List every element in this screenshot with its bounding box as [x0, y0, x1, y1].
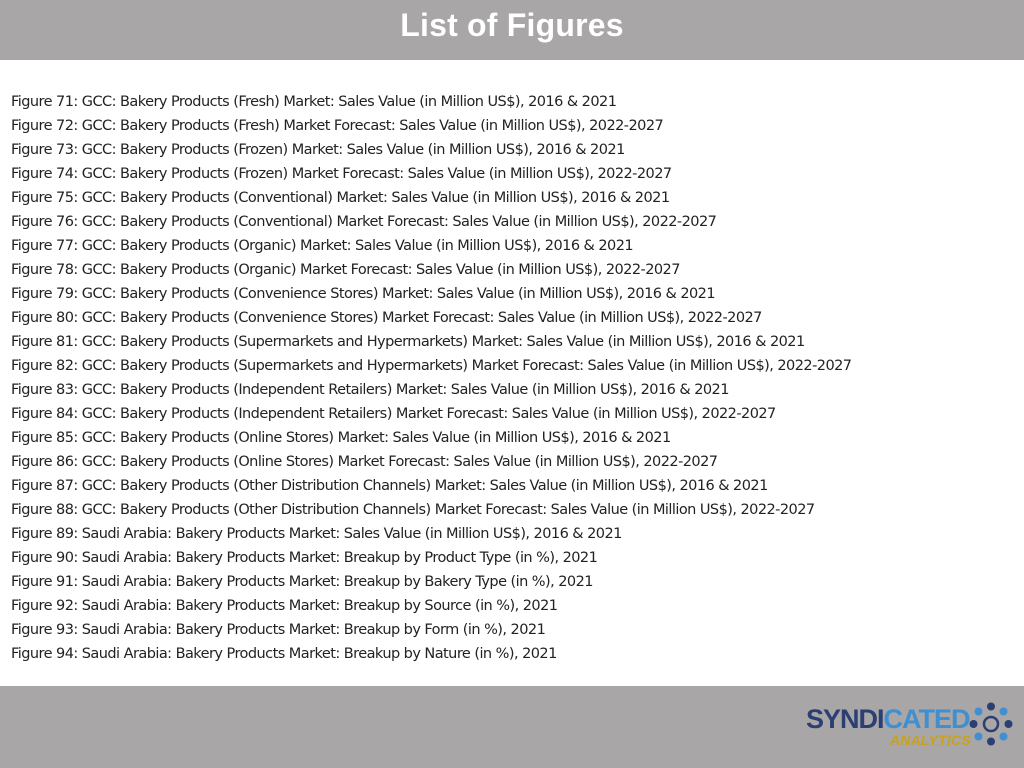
figure-list-item: Figure 85: GCC: Bakery Products (Online Stores) Market: Sales Value (in Million US$), 2016 & 2021: [11, 430, 671, 446]
figure-list-item: Figure 88: GCC: Bakery Products (Other Distribution Channels) Market Forecast: Sales Value (in Million US$), 2022-2027: [11, 502, 815, 518]
figure-list-item: Figure 80: GCC: Bakery Products (Convenience Stores) Market Forecast: Sales Value (in Million US$), 2022-2027: [11, 310, 762, 326]
footer-bar: [0, 686, 1024, 768]
figure-list-item: Figure 94: Saudi Arabia: Bakery Products Market: Breakup by Nature (in %), 2021: [11, 646, 557, 662]
figure-list-item: Figure 75: GCC: Bakery Products (Conventional) Market: Sales Value (in Million US$), 2016 & 2021: [11, 190, 670, 206]
figure-list-item: Figure 78: GCC: Bakery Products (Organic) Market Forecast: Sales Value (in Million US$), 2022-2027: [11, 262, 680, 278]
figure-list: [11, 90, 1018, 666]
figure-list-item: Figure 89: Saudi Arabia: Bakery Products Market: Sales Value (in Million US$), 2016 & 2021: [11, 526, 622, 542]
figure-list-item: Figure 83: GCC: Bakery Products (Independent Retailers) Market: Sales Value (in Million US$), 2016 & 2021: [11, 382, 729, 398]
figure-list-item: Figure 77: GCC: Bakery Products (Organic) Market: Sales Value (in Million US$), 2016 & 2021: [11, 238, 634, 254]
figure-list-item: Figure 92: Saudi Arabia: Bakery Products Market: Breakup by Source (in %), 2021: [11, 598, 558, 614]
figure-list-item: Figure 86: GCC: Bakery Products (Online Stores) Market Forecast: Sales Value (in Million US$), 2022-2027: [11, 454, 718, 470]
figure-list-item: Figure 73: GCC: Bakery Products (Frozen) Market: Sales Value (in Million US$), 2016 & 2021: [11, 142, 625, 158]
figure-list-item: Figure 71: GCC: Bakery Products (Fresh) Market: Sales Value (in Million US$), 2016 & 2021: [11, 94, 617, 110]
logo-wordmark-part-b: CATED: [883, 704, 970, 734]
dotted-ring-icon: [969, 702, 1013, 746]
title-bar: [0, 0, 1024, 60]
figure-list-section: [11, 90, 1018, 666]
figure-list-item: Figure 93: Saudi Arabia: Bakery Products Market: Breakup by Form (in %), 2021: [11, 622, 546, 638]
figure-list-item: Figure 84: GCC: Bakery Products (Independent Retailers) Market Forecast: Sales Value (in Million US$), 2022-2027: [11, 406, 776, 422]
syndicated-analytics-logo: [806, 702, 1014, 754]
logo-wordmark-part-a: SYNDI: [806, 704, 884, 734]
logo-wordmark: [806, 704, 970, 734]
logo-subtext: ANALYTICS: [890, 732, 971, 748]
figure-list-item: Figure 82: GCC: Bakery Products (Supermarkets and Hypermarkets) Market Forecast: Sales Value (in Million US$), 2022-2027: [11, 358, 852, 374]
figure-list-item: Figure 91: Saudi Arabia: Bakery Products Market: Breakup by Bakery Type (in %), 2021: [11, 574, 593, 590]
figure-list-item: Figure 72: GCC: Bakery Products (Fresh) Market Forecast: Sales Value (in Million US$), 2022-2027: [11, 118, 664, 134]
figure-list-item: Figure 79: GCC: Bakery Products (Convenience Stores) Market: Sales Value (in Million US$), 2016 & 2021: [11, 286, 716, 302]
figure-list-item: Figure 90: Saudi Arabia: Bakery Products Market: Breakup by Product Type (in %), 2021: [11, 550, 598, 566]
figure-list-item: Figure 76: GCC: Bakery Products (Conventional) Market Forecast: Sales Value (in Million US$), 2022-2027: [11, 214, 717, 230]
figure-list-item: Figure 74: GCC: Bakery Products (Frozen) Market Forecast: Sales Value (in Million US$), 2022-2027: [11, 166, 672, 182]
figure-list-item: Figure 81: GCC: Bakery Products (Supermarkets and Hypermarkets) Market: Sales Value (in Million US$), 2016 & 2021: [11, 334, 805, 350]
page-title: List of Figures: [400, 6, 624, 43]
figure-list-item: Figure 87: GCC: Bakery Products (Other Distribution Channels) Market: Sales Value (in Million US$), 2016 & 2021: [11, 478, 768, 494]
